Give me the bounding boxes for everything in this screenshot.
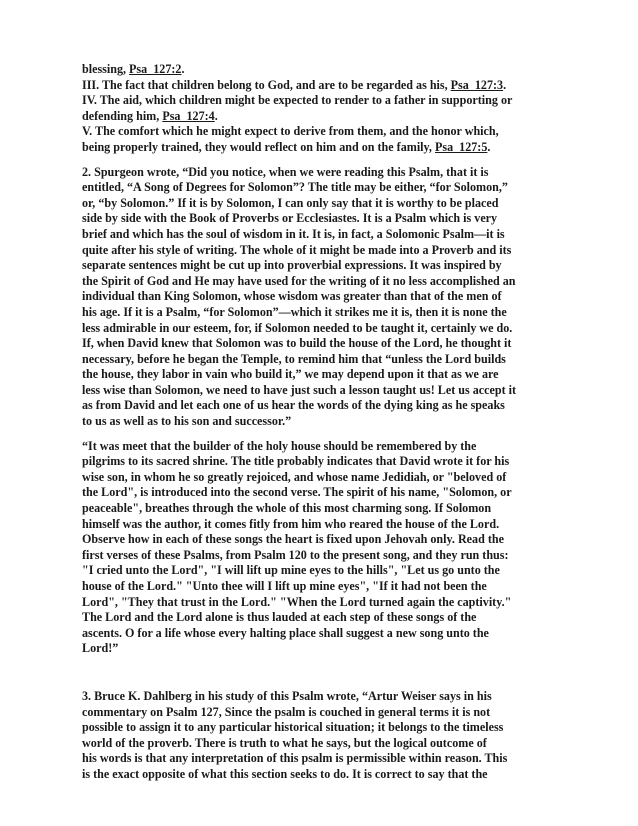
text-line: as from David and let each one of us hear the words of the dying king as he speaks <box>82 398 505 413</box>
text-line: possible to assign it to any particular historical situation; it belongs to the timeless <box>82 720 504 735</box>
text-line: his age. If it is a Psalm, “for Solomon”—which it strikes me it is, then it is none the <box>82 304 507 319</box>
outline-line: defending him, Psa_127:4. <box>82 108 218 123</box>
text-line: 2. Spurgeon wrote, “Did you notice, when we were reading this Psalm, that it is <box>82 164 489 179</box>
text-line: his words is that any interpretation of this psalm is permissible within reason. This <box>82 751 508 766</box>
text-line: brief and which has the soul of wisdom in it. It is, in fact, a Solomonic Psalm—it is <box>82 226 505 241</box>
text-line: or, “by Solomon.” If it is by Solomon, I can only say that it is worthy to be placed <box>82 195 499 210</box>
text-line: quite after his style of writing. The whole of it might be made into a Proverb and its <box>82 242 512 257</box>
scripture-link[interactable]: Psa_127:3 <box>450 77 504 92</box>
text-line: wise son, in whom he so greatly rejoiced, and whose name Jedidiah, or "beloved of <box>82 469 507 484</box>
text-line: is the exact opposite of what this section seeks to do. It is correct to say that the <box>82 766 488 781</box>
text-line: the Lord", is introduced into the second verse. The spirit of his name, "Solomon, or <box>82 485 512 500</box>
dahlberg-paragraph <box>82 689 564 783</box>
text-line: world of the proverb. There is truth to what he says, but the logical outcome of <box>82 735 487 750</box>
outline-line: being properly trained, they would reflect on him and on the family, Psa_127:5. <box>82 139 491 154</box>
text-line: If, when David knew that Solomon was to build the house of the Lord, he thought it <box>82 336 512 351</box>
outline-line: V. The comfort which he might expect to derive from them, and the honor which, <box>82 124 499 139</box>
scripture-link[interactable]: Psa_127:4 <box>162 108 215 123</box>
spurgeon-paragraph <box>82 165 564 430</box>
text-line: the house, they labor in vain who build it,” we may depend upon it that as we are <box>82 367 499 382</box>
text-line: Lord", "They that trust in the Lord." "When the Lord turned again the captivity." <box>82 594 512 609</box>
text-line: peaceable", breathes through the whole of this most charming song. If Solomon <box>82 501 492 516</box>
text-line: side by side with the Book of Proverbs or Ecclesiastes. It is a Psalm which is very <box>82 211 498 226</box>
outline-line: IV. The aid, which children might be expected to render to a father in supporting or <box>82 93 513 108</box>
text-line: Lord!” <box>82 641 119 656</box>
outline-line: blessing, Psa_127:2. <box>82 62 185 76</box>
outline-line: III. The fact that children belong to God, and are to be regarded as his, Psa_127:3. <box>82 77 507 92</box>
text-line: first verses of these Psalms, from Psalm 120 to the present song, and they run thus: <box>82 547 509 562</box>
text-line: to us as well as to his son and successor.” <box>82 414 292 429</box>
scripture-link[interactable]: Psa_127:5 <box>434 139 488 154</box>
text-line: individual than King Solomon, whose wisdom was greater than that of the men of <box>82 289 502 304</box>
text-line: The Lord and the Lord alone is thus lauded at each step of these songs of the <box>82 610 477 625</box>
text-line: "I cried unto the Lord", "I will lift up mine eyes to the hills", "Let us go unto the <box>82 563 500 578</box>
text-line: the Spirit of God and He may have used for the writing of it no less accomplished an <box>82 273 516 288</box>
scripture-link[interactable]: Psa_127:2 <box>129 62 182 76</box>
text-line: commentary on Psalm 127, Since the psalm is couched in general terms it is not <box>82 704 491 719</box>
text-line: less admirable in our esteem, for, if Solomon needed to be taught it, certainly we do. <box>82 320 513 335</box>
text-line: ascents. O for a life whose every halting place shall suggest a new song unto the <box>82 625 489 640</box>
outline-section <box>82 62 564 156</box>
text-line: Observe how in each of these songs the heart is fixed upon Jehovah only. Read the <box>82 532 504 547</box>
text-line: separate sentences might be cut up into proverbial expressions. It was inspired by <box>82 258 502 273</box>
text-line: less wise than Solomon, we need to have just such a lesson taught us! Let us accept it <box>82 382 517 397</box>
text-line: necessary, before he began the Temple, to remind him that “unless the Lord builds <box>82 351 506 366</box>
quote-paragraph <box>82 439 564 657</box>
text-line: 3. Bruce K. Dahlberg in his study of this Psalm wrote, “Artur Weiser says in his <box>82 688 492 703</box>
text-line: entitled, “A Song of Degrees for Solomon”? The title may be either, “for Solomon,” <box>82 180 508 195</box>
text-line: house of the Lord." "Unto thee will I lift up mine eyes", "If it had not been the <box>82 579 487 593</box>
document-page <box>82 62 564 783</box>
text-line: “It was meet that the builder of the holy house should be remembered by the <box>82 438 477 453</box>
text-line: himself was the author, it comes fitly from him who reared the house of the Lord. <box>82 516 500 531</box>
text-line: pilgrims to its sacred shrine. The title probably indicates that David wrote it for his <box>82 454 510 469</box>
